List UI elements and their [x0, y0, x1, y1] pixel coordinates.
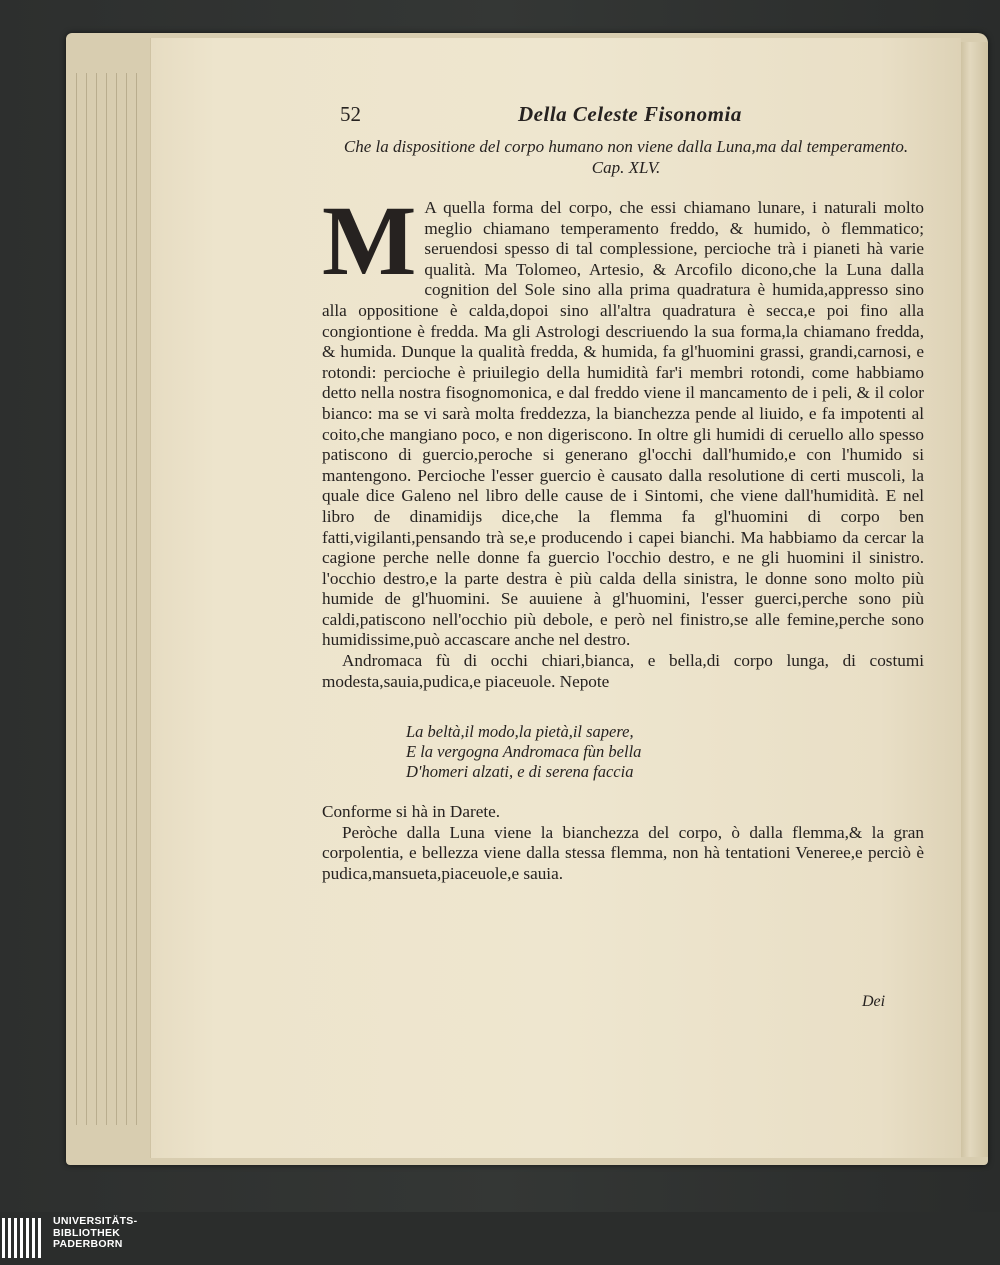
- running-title: Della Celeste Fisonomia: [518, 102, 742, 126]
- footer-bar: [0, 1212, 1000, 1265]
- catchword: Dei: [862, 993, 886, 1010]
- drop-cap: M: [322, 185, 417, 296]
- page-edge: [106, 73, 107, 1125]
- page-edge: [86, 73, 87, 1125]
- logo-line: PADERBORN: [53, 1238, 123, 1250]
- page-number: 52: [340, 102, 361, 126]
- chapter-title: Che la dispositione del corpo humano non viene dalla Luna,ma dal temperamento. Cap. XLV.: [343, 137, 909, 177]
- page-edge: [96, 73, 97, 1125]
- page-edge: [126, 73, 127, 1125]
- page-edge: [76, 73, 77, 1125]
- library-bars-icon: [2, 1218, 46, 1258]
- paragraph-2: Andromaca fù di occhi chiari,bianca, e bella,di corpo lunga, di costumi modesta,sauia,pudica,e piaceuole. Nepote: [322, 651, 924, 691]
- main-text: [322, 185, 924, 885]
- verse-quote: [406, 722, 924, 782]
- facing-page-edge: [958, 42, 988, 1157]
- paragraph-4: Peròche dalla Luna viene la bianchezza del corpo, ò dalla flemma,& la gran corpolentia, e bellezza viene dalla stessa flemma, non hà tentationi Veneree,e perciò è pudica,mansueta,piaceuole,e sauia.: [322, 822, 924, 884]
- page-edge: [136, 73, 137, 1125]
- running-head: [322, 96, 924, 132]
- paragraph-1: A quella forma del corpo, che essi chiamano lunare, i naturali molto meglio chiamano temperamento freddo, & humido, ò flemmatico; seruendosi spesso di tal complessione, percioche trà i pianeti hà varie qualità. Ma Tolomeo, Artesio, & Arcofilo dicono,che la Luna dalla cognition del Sole sino alla prima quadratura è humida,appresso sino alla oppositione è calda,dopoi sino all'altra quadratura è secca,e poi fino alla congiontione è fredda. Ma gli Astrologi descriuendo la sua forma,la chiamano fredda, & humida. Dunque la qualità fredda, & humida, fa gl'huomini grassi, grandi,carnosi, e rotondi: percioche è priuilegio della humidità far'i membri rotondi, come habbiamo detto nella nostra fisognomonica, e dal freddo viene il mancamento de i peli, & il color bianco: ma se vi sarà molta freddezza, la bianchezza pende al liuido, e fa impotenti al coito,che mangiano poco, e non digeriscono. In oltre gli humidi di ceruello allo spesso patiscono di guercio,peroche si generano gl'occhi dall'humido,e con l'humido si mantengono. Percioche l'esser guercio è causato dalla resolutione di certi muscoli, la quale dice Galeno nel libro delle cause de i Sintomi, che viene dall'humidità. E nel libro de dinamidijs dice,che la flemma fa gl'huomini di corpo ben fatti,vigilanti,pensando trà se,e producendo i capei bianchi. Ma habbiamo da cercar la cagione perche nelle donne fa guercio l'occhio destro, e ne gli huomini il sinistro. l'occhio destro,e la parte destra è più calda della sinistra, le donne sono molto più humide de gl'huomini. Se auuiene à gl'huomini, l'esser guerci,perche sono più caldi,patiscono nell'occhio più debole, e però nel finistro,se alle femine,perche sono humidissime,può accascare anche nel destro.: [322, 198, 924, 650]
- verse-line: E la vergogna Andromaca fùn bella: [406, 742, 642, 762]
- page-edge: [116, 73, 117, 1125]
- library-logo-text: [53, 1216, 137, 1251]
- verse-line: D'homeri alzati, e di serena faccia: [406, 762, 634, 782]
- logo-line: BIBLIOTHEK: [53, 1226, 121, 1239]
- verse-line: La beltà,il modo,la pietà,il sapere,: [406, 722, 634, 742]
- logo-line: UNIVERSITÄTS-: [53, 1215, 138, 1227]
- page-content: [322, 96, 924, 885]
- paragraph-3: Conforme si hà in Darete.: [322, 802, 501, 822]
